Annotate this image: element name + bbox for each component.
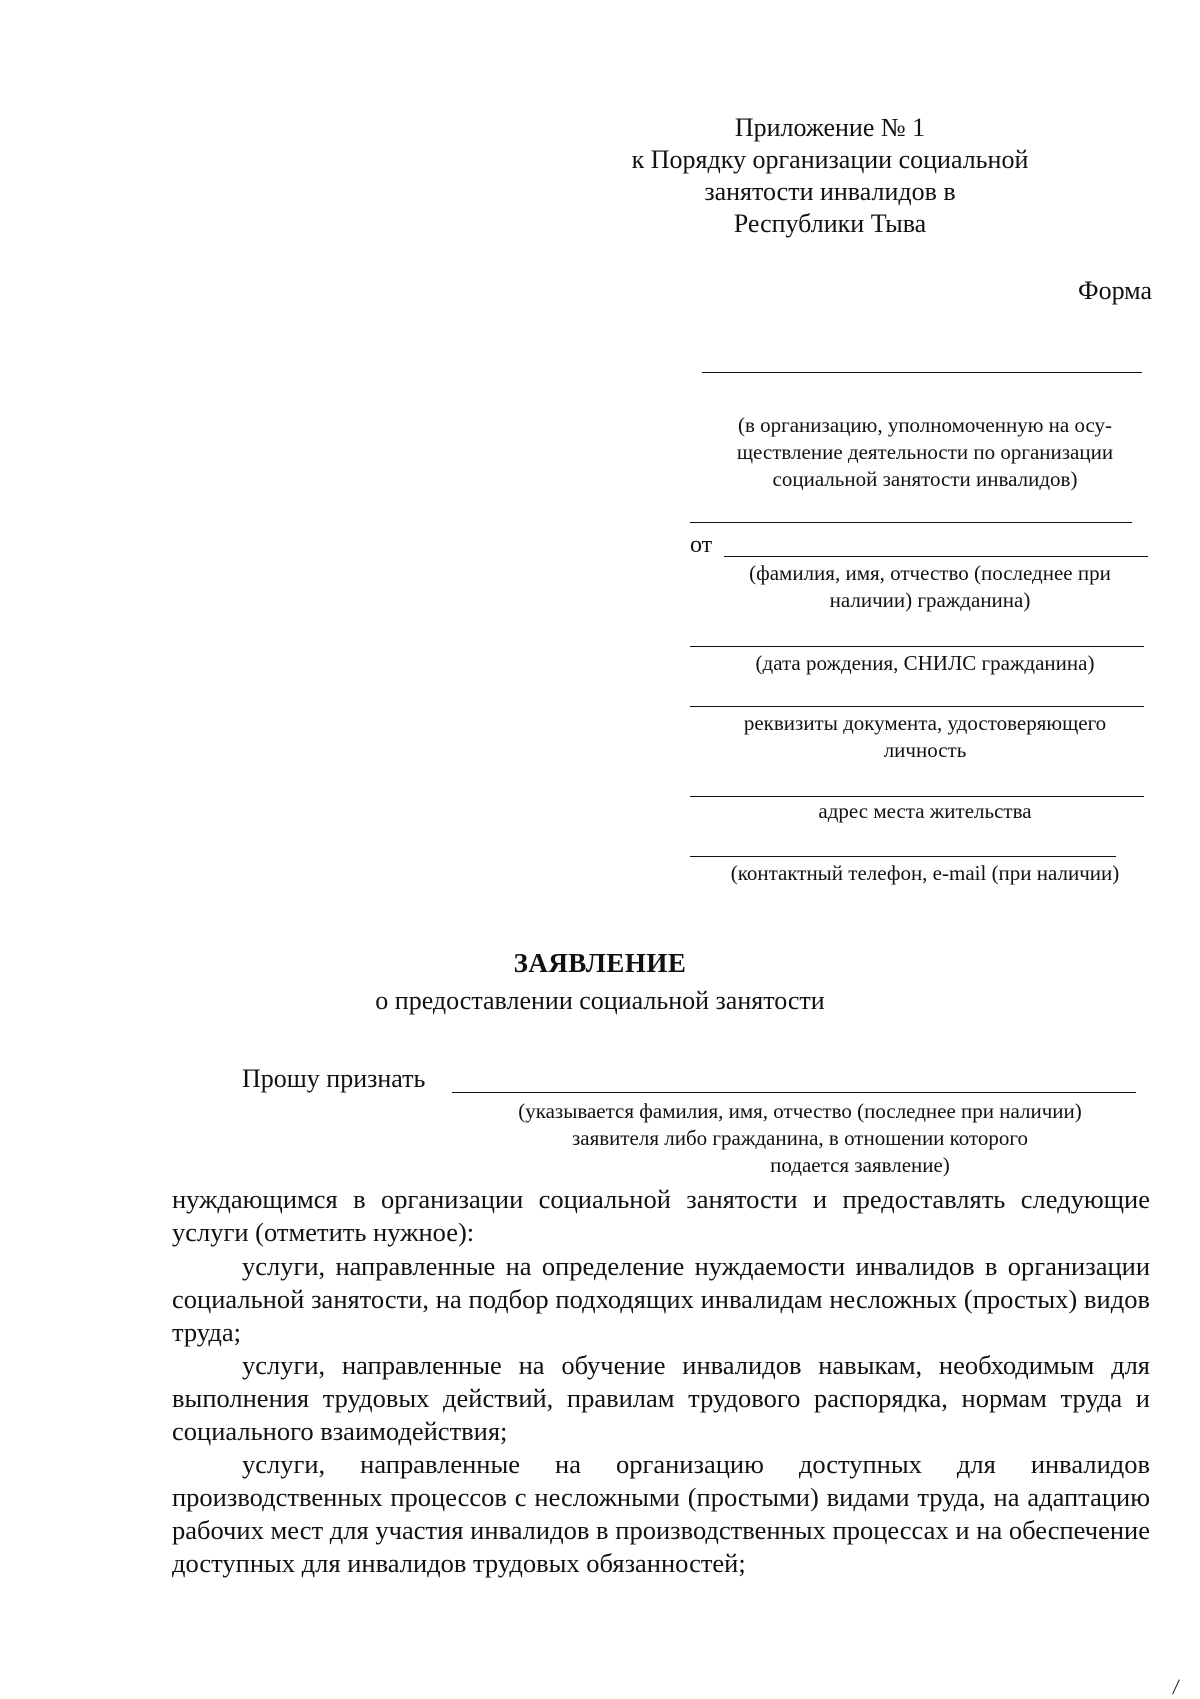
service-item: услуги, направленные на организацию доступных для инвалидов производственных процессов с несложными (простыми) видами труда, на адаптацию рабочих мест для участия инвалидов в производственных процессах и на обеспечение доступных для инвалидов трудовых обязанностей;: [172, 1449, 1150, 1578]
request-name-line: [452, 1092, 1136, 1093]
request-label: Прошу признать: [242, 1064, 426, 1093]
request-caption: (указывается фамилия, имя, отчество (последнее при наличии) заявителя либо гражданина, в отношении которого подается заявление): [518, 1099, 1082, 1177]
annex-line: Республики Тыва: [733, 209, 927, 238]
intro-paragraph: нуждающимся в организации социальной занятости и предоставлять следующие услуги (отметить нужное):: [172, 1184, 1150, 1247]
document-subtitle: о предоставлении социальной занятости: [375, 986, 825, 1015]
service-item: услуги, направленные на определение нуждаемости инвалидов в организации социальной занятости, на подбор подходящих инвалидам несложных (простых) видов труда;: [172, 1251, 1150, 1347]
from-label: от: [690, 532, 713, 558]
page-mark: [1172, 1679, 1189, 1698]
birth-caption: (дата рождения, СНИЛС гражданина): [755, 651, 1095, 675]
identity-line: [690, 706, 1144, 707]
applicant-name-line: [724, 556, 1148, 557]
contact-line: [690, 856, 1116, 857]
organization-caption: (в организацию, уполномоченную на осу- ществление деятельности по организации социальной занятости инвалидов): [736, 413, 1114, 491]
identity-caption: реквизиты документа, удостоверяющего личность: [743, 711, 1107, 762]
organization-line: [702, 372, 1142, 373]
applicant-name-caption: (фамилия, имя, отчество (последнее при наличии) гражданина): [749, 561, 1111, 612]
annex-line: к Порядку организации социальной: [631, 145, 1029, 174]
annex-line: занятости инвалидов в: [704, 177, 956, 206]
document-title: ЗАЯВЛЕНИЕ: [513, 948, 687, 978]
birth-line: [690, 646, 1144, 647]
organization-line-2: [690, 522, 1132, 523]
address-caption: адрес места жительства: [818, 799, 1032, 823]
annex-line: Приложение № 1: [734, 113, 926, 142]
address-line: [690, 796, 1144, 797]
annex-header: [631, 112, 1200, 240]
contact-caption: (контактный телефон, e-mail (при наличии): [730, 861, 1120, 885]
form-label: Форма: [1078, 276, 1152, 305]
service-item: услуги, направленные на обучение инвалидов навыкам, необходимым для выполнения трудовых действий, правилам трудового распорядка, нормам труда и социального взаимодействия;: [172, 1350, 1150, 1446]
